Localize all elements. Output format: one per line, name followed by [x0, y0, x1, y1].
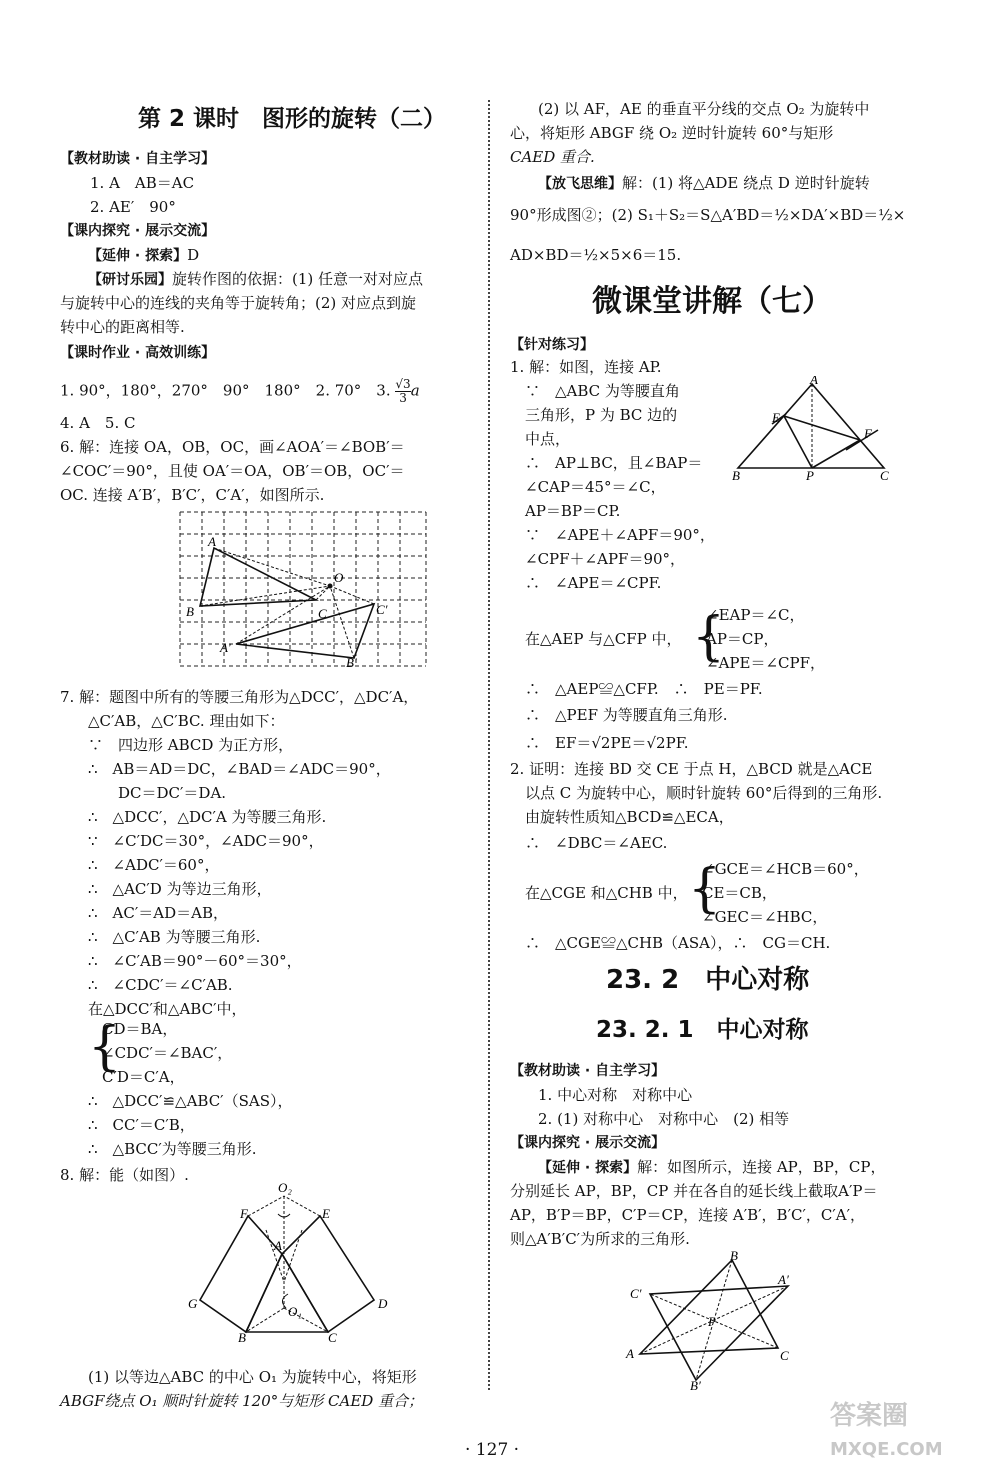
proof-line: 由旋转性质知△BCD≌△ECA，: [510, 808, 734, 826]
column-divider: [488, 100, 490, 1390]
proof-line: 1. 解：如图，连接 AP.: [510, 358, 662, 376]
svg-text:B′: B′: [690, 1378, 701, 1390]
proof-line: ∴ △CGE≌△CHB（ASA），∴ CG＝CH.: [510, 934, 831, 952]
proof-line: ∵ ∠APE＋∠APF＝90°，: [510, 526, 715, 544]
svg-text:P: P: [708, 1314, 716, 1329]
section-heading: 【课内探究 · 展示交流】: [510, 1135, 666, 1151]
svg-text:C: C: [328, 1330, 337, 1342]
proof-line: ∴ CC′＝C′B，: [88, 1116, 195, 1134]
proof-line: ∴ △BCC′为等腰三角形.: [88, 1140, 257, 1158]
proof-line: ∴ ∠C′AB＝90°－60°＝30°，: [88, 952, 302, 970]
fraction: $\frac{√3}{3}$: [395, 377, 411, 405]
svg-text:O: O: [334, 570, 344, 585]
svg-text:B: B: [730, 1250, 738, 1263]
system-line: ∠GCE＝∠HCB＝60°，: [702, 860, 869, 878]
section-heading: 【教材助读 · 自主学习】: [60, 151, 216, 167]
svg-text:E: E: [322, 1206, 330, 1221]
discussion-line: 转中心的距离相等.: [60, 318, 185, 336]
extension-answer: 【延伸 · 探索】D: [88, 246, 200, 264]
proof-line: ∠CPF＋∠APF＝90°，: [510, 550, 686, 568]
proof-line: ∵ ∠C′DC＝30°，∠ADC＝90°，: [88, 832, 324, 850]
exercise-line: 8. 解：能（如图）.: [60, 1166, 189, 1184]
answer-line: (1) 以等边△ABC 的中心 O₁ 为旋转中心，将矩形: [88, 1368, 417, 1386]
proof-line: ∴ △AC′D 为等边三角形，: [88, 880, 272, 898]
system-line: C′D＝C′A，: [102, 1068, 185, 1086]
answer-line: (2) 以 AF，AE 的垂直平分线的交点 O₂ 为旋转中: [538, 100, 870, 118]
proof-line: ∴ ∠DBC＝∠AEC.: [510, 834, 668, 852]
system-brace: {: [688, 859, 722, 919]
proof-line: 在△CGE 和△CHB 中，: [510, 884, 688, 902]
system-brace: {: [88, 1017, 122, 1077]
proof-line: ∵ △ABC 为等腰直角: [510, 382, 680, 400]
answer-line: 2. AE′ 90°: [90, 198, 176, 216]
proof-line: 以点 C 为旋转中心，顺时针旋转 60°后得到的三角形.: [510, 784, 883, 802]
system-line: AP＝CP，: [706, 630, 779, 648]
proof-line: ∵ 四边形 ABCD 为正方形，: [88, 736, 294, 754]
exercise-line: OC. 连接 A′B′，B′C′，C′A′，如图所示.: [60, 486, 325, 504]
central-symmetry-figure: [618, 1250, 798, 1390]
extension-line: 【延伸 · 探索】解：如图所示，连接 AP，BP，CP，: [538, 1158, 886, 1176]
section-heading: 【课内探究 · 展示交流】: [60, 223, 216, 239]
section-heading: 【课时作业 · 高效训练】: [60, 345, 216, 361]
lesson-title: 第 2 课时 图形的旋转（二）: [138, 106, 447, 132]
extension-line: AP，B′P＝BP，C′P＝CP，连接 A′B′，B′C′，C′A′，: [510, 1206, 865, 1224]
system-line: ∠APE＝∠CPF，: [706, 654, 825, 672]
system-line: ∠CDC′＝∠BAC′，: [102, 1044, 233, 1062]
svg-text:F: F: [864, 426, 872, 441]
svg-text:B: B: [732, 468, 740, 483]
exercise-line: 4. A 5. C: [60, 414, 136, 432]
proof-line: ∴ △DCC′，△DC′A 为等腰三角形.: [88, 808, 327, 826]
section-heading: 【针对练习】: [510, 337, 594, 353]
proof-line: ∴ △PEF 为等腰直角三角形.: [510, 706, 728, 724]
svg-text:O₁: O₁: [288, 1304, 302, 1319]
svg-text:P: P: [806, 468, 814, 483]
svg-text:A: A: [810, 376, 818, 387]
section-title: 23. 2 中心对称: [606, 965, 810, 995]
proof-line: ∴ △C′AB 为等腰三角形.: [88, 928, 261, 946]
answer-line: 1. 中心对称 对称中心: [538, 1086, 693, 1104]
svg-text:E: E: [772, 410, 780, 425]
svg-text:B: B: [186, 604, 194, 619]
exercise-line: ∠COC′＝90°，且使 OA′＝OA，OB′＝OB，OC′＝: [60, 462, 405, 480]
proof-line: ∴ AC′＝AD＝AB，: [88, 904, 228, 922]
answer-line: 心，将矩形 ABGF 绕 O₂ 逆时针旋转 60°与矩形: [510, 124, 834, 142]
svg-text:C: C: [780, 1348, 789, 1363]
svg-text:A: A: [274, 1238, 282, 1253]
answer-line: 2. (1) 对称中心 对称中心 (2) 相等: [538, 1110, 790, 1128]
micro-lesson-title: 微课堂讲解（七）: [592, 284, 832, 319]
system-line: CE＝CB，: [702, 884, 777, 902]
exercise-line: 6. 解：连接 OA，OB，OC，画∠AOA′＝∠BOB′＝: [60, 438, 405, 456]
proof-line: 2. 证明：连接 BD 交 CE 于点 H，△BCD 就是△ACE: [510, 760, 873, 778]
system-line: ∠EAP＝∠C，: [706, 606, 805, 624]
discussion-line: 【研讨乐园】旋转作图的依据：(1) 任意一对对应点: [88, 270, 424, 288]
svg-text:D: D: [378, 1296, 388, 1311]
svg-text:F: F: [240, 1206, 248, 1221]
extension-line: 分别延长 AP，BP，CP 并在各自的延长线上截取A′P＝: [510, 1182, 878, 1200]
proof-line: AP＝BP＝CP.: [510, 502, 621, 520]
svg-text:C: C: [880, 468, 889, 483]
svg-text:A′: A′: [220, 640, 231, 655]
proof-line: ∴ AB＝AD＝DC，∠BAD＝∠ADC＝90°，: [88, 760, 391, 778]
exercise-line: 1. 90°，180°，270° 90° 180° 2. 70° 3. $\frac{√3}{3}$ a: [60, 377, 420, 405]
proof-line: ∴ ∠CDC′＝∠C′AB.: [88, 976, 233, 994]
proof-line: ∴ ∠APE＝∠CPF.: [510, 574, 662, 592]
svg-text:G: G: [188, 1296, 198, 1311]
svg-text:C′: C′: [376, 602, 388, 617]
answer-line: 1. A AB＝AC: [90, 174, 195, 192]
svg-text:A′: A′: [778, 1272, 789, 1287]
proof-line: 在△AEP 与△CFP 中，: [510, 630, 682, 648]
svg-text:B: B: [238, 1330, 246, 1342]
think-line: 90°形成图②；(2) S₁＋S₂＝S△A′BD＝½×DA′×BD＝½×: [510, 206, 906, 224]
subsection-title: 23. 2. 1 中心对称: [596, 1017, 809, 1043]
rotated-rectangles-figure: [188, 1182, 428, 1342]
answer-line: ABGF绕点 O₁ 顺时针旋转 120°与矩形 CAED 重合；: [60, 1392, 424, 1410]
system-brace: {: [692, 607, 726, 667]
system-line: CD＝BA，: [102, 1020, 178, 1038]
watermark-logo: 答案圈 MXQE.COM: [830, 1401, 943, 1460]
svg-text:A: A: [208, 534, 216, 549]
isosceles-right-triangle-figure: [728, 376, 898, 484]
svg-text:C: C: [318, 606, 327, 621]
svg-text:B′: B′: [346, 655, 357, 668]
think-line: AD×BD＝½×5×6＝15.: [510, 246, 682, 264]
proof-line: ∴ ∠ADC′＝60°，: [88, 856, 220, 874]
svg-text:A: A: [626, 1346, 634, 1361]
grid-rotation-figure: [178, 510, 428, 668]
answer-line: CAED 重合.: [510, 148, 595, 166]
svg-text:O₂: O₂: [278, 1182, 292, 1195]
page-number: · 127 ·: [465, 1440, 520, 1460]
discussion-line: 与旋转中心的连线的夹角等于旋转角；(2) 对应点到旋: [60, 294, 417, 312]
proof-line: ∠CAP＝45°＝∠C，: [510, 478, 666, 496]
proof-line: 在△DCC′和△ABC′中，: [88, 1000, 247, 1018]
proof-line: DC＝DC′＝DA.: [88, 784, 227, 802]
proof-line: △C′AB，△C′BC. 理由如下：: [88, 712, 285, 730]
proof-line: 三角形，P 为 BC 边的: [510, 406, 678, 424]
section-heading: 【教材助读 · 自主学习】: [510, 1063, 666, 1079]
proof-line: ∴ EF＝√2PE＝√2PF.: [510, 734, 689, 752]
proof-line: 中点，: [510, 430, 571, 448]
proof-line: ∴ AP⊥BC，且∠BAP＝: [510, 454, 703, 472]
proof-line: ∴ △AEP≌△CFP. ∴ PE＝PF.: [510, 680, 763, 698]
proof-line: ∴ △DCC′≌△ABC′（SAS），: [88, 1092, 293, 1110]
proof-line: 7. 解：题图中所有的等腰三角形为△DCC′，△DC′A，: [60, 688, 419, 706]
system-line: ∠GEC＝∠HBC，: [702, 908, 828, 926]
think-line: 【放飞思维】解：(1) 将△ADE 绕点 D 逆时针旋转: [538, 174, 870, 192]
svg-text:C′: C′: [630, 1286, 642, 1301]
extension-line: 则△A′B′C′为所求的三角形.: [510, 1230, 690, 1248]
